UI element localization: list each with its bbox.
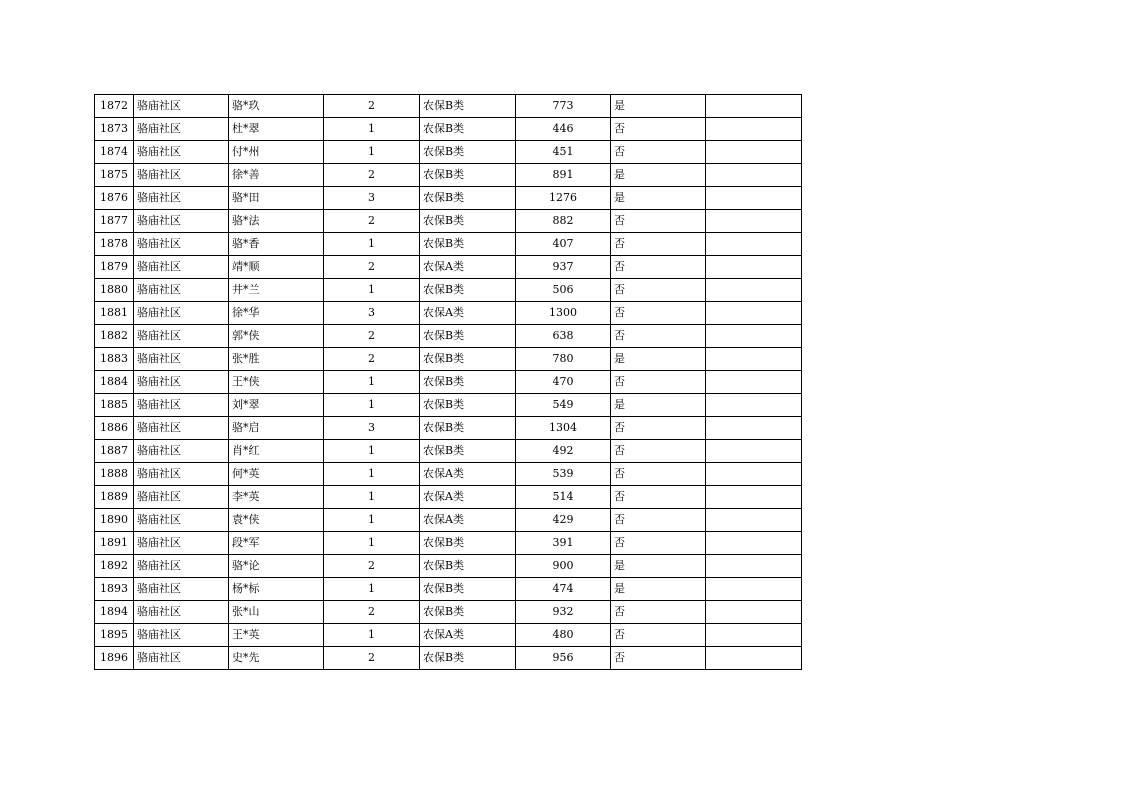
flag-cell: 否 (611, 302, 706, 325)
table-row (95, 256, 802, 279)
flag-cell: 否 (611, 440, 706, 463)
name-cell: 徐*华 (229, 302, 324, 325)
note-cell (706, 555, 802, 578)
flag-cell: 否 (611, 509, 706, 532)
community-cell: 骆庙社区 (134, 371, 229, 394)
note-cell (706, 578, 802, 601)
amount-cell: 446 (516, 118, 611, 141)
table-row (95, 578, 802, 601)
row-number: 1892 (95, 555, 134, 578)
row-number: 1893 (95, 578, 134, 601)
name-cell: 肖*红 (229, 440, 324, 463)
name-cell: 李*英 (229, 486, 324, 509)
name-cell: 张*山 (229, 601, 324, 624)
row-number: 1890 (95, 509, 134, 532)
table-row (95, 187, 802, 210)
row-number: 1886 (95, 417, 134, 440)
table-row (95, 325, 802, 348)
flag-cell: 否 (611, 141, 706, 164)
note-cell (706, 509, 802, 532)
name-cell: 付*州 (229, 141, 324, 164)
community-cell: 骆庙社区 (134, 141, 229, 164)
insurance-type-cell: 农保B类 (420, 417, 516, 440)
household-count-cell: 1 (324, 371, 420, 394)
household-count-cell: 1 (324, 279, 420, 302)
note-cell (706, 417, 802, 440)
note-cell (706, 118, 802, 141)
table-row (95, 95, 802, 118)
amount-cell: 480 (516, 624, 611, 647)
flag-cell: 否 (611, 647, 706, 670)
row-number: 1896 (95, 647, 134, 670)
insurance-type-cell: 农保A类 (420, 624, 516, 647)
table-row (95, 417, 802, 440)
amount-cell: 474 (516, 578, 611, 601)
household-count-cell: 2 (324, 325, 420, 348)
amount-cell: 1304 (516, 417, 611, 440)
name-cell: 骆*法 (229, 210, 324, 233)
community-cell: 骆庙社区 (134, 555, 229, 578)
amount-cell: 1300 (516, 302, 611, 325)
flag-cell: 否 (611, 532, 706, 555)
community-cell: 骆庙社区 (134, 256, 229, 279)
name-cell: 何*英 (229, 463, 324, 486)
table-row (95, 233, 802, 256)
table-row (95, 394, 802, 417)
community-cell: 骆庙社区 (134, 486, 229, 509)
flag-cell: 否 (611, 624, 706, 647)
name-cell: 刘*翠 (229, 394, 324, 417)
flag-cell: 否 (611, 463, 706, 486)
community-cell: 骆庙社区 (134, 210, 229, 233)
name-cell: 徐*善 (229, 164, 324, 187)
insurance-type-cell: 农保B类 (420, 440, 516, 463)
amount-cell: 956 (516, 647, 611, 670)
household-count-cell: 1 (324, 440, 420, 463)
table-row (95, 555, 802, 578)
name-cell: 王*侠 (229, 371, 324, 394)
note-cell (706, 394, 802, 417)
household-count-cell: 1 (324, 532, 420, 555)
row-number: 1881 (95, 302, 134, 325)
table-row (95, 302, 802, 325)
flag-cell: 否 (611, 417, 706, 440)
community-cell: 骆庙社区 (134, 233, 229, 256)
table-row (95, 532, 802, 555)
community-cell: 骆庙社区 (134, 95, 229, 118)
flag-cell: 是 (611, 555, 706, 578)
row-number: 1894 (95, 601, 134, 624)
row-number: 1880 (95, 279, 134, 302)
row-number: 1889 (95, 486, 134, 509)
note-cell (706, 141, 802, 164)
community-cell: 骆庙社区 (134, 509, 229, 532)
household-count-cell: 1 (324, 394, 420, 417)
flag-cell: 否 (611, 210, 706, 233)
amount-cell: 549 (516, 394, 611, 417)
name-cell: 井*兰 (229, 279, 324, 302)
amount-cell: 1276 (516, 187, 611, 210)
amount-cell: 891 (516, 164, 611, 187)
insurance-type-cell: 农保B类 (420, 233, 516, 256)
row-number: 1872 (95, 95, 134, 118)
note-cell (706, 348, 802, 371)
household-count-cell: 1 (324, 624, 420, 647)
household-count-cell: 3 (324, 302, 420, 325)
insurance-type-cell: 农保A类 (420, 486, 516, 509)
insurance-type-cell: 农保B类 (420, 279, 516, 302)
insurance-type-cell: 农保B类 (420, 348, 516, 371)
amount-cell: 429 (516, 509, 611, 532)
name-cell: 骆*玖 (229, 95, 324, 118)
amount-cell: 882 (516, 210, 611, 233)
flag-cell: 否 (611, 486, 706, 509)
note-cell (706, 624, 802, 647)
household-count-cell: 3 (324, 187, 420, 210)
flag-cell: 否 (611, 256, 706, 279)
insurance-type-cell: 农保B类 (420, 394, 516, 417)
insurance-type-cell: 农保B类 (420, 210, 516, 233)
insurance-type-cell: 农保A类 (420, 302, 516, 325)
insurance-type-cell: 农保B类 (420, 187, 516, 210)
row-number: 1891 (95, 532, 134, 555)
table-row (95, 647, 802, 670)
row-number: 1879 (95, 256, 134, 279)
flag-cell: 否 (611, 601, 706, 624)
flag-cell: 是 (611, 164, 706, 187)
data-table (94, 94, 802, 670)
amount-cell: 932 (516, 601, 611, 624)
amount-cell: 470 (516, 371, 611, 394)
flag-cell: 是 (611, 187, 706, 210)
amount-cell: 506 (516, 279, 611, 302)
amount-cell: 539 (516, 463, 611, 486)
flag-cell: 是 (611, 578, 706, 601)
household-count-cell: 2 (324, 348, 420, 371)
note-cell (706, 601, 802, 624)
household-count-cell: 2 (324, 555, 420, 578)
table-row (95, 118, 802, 141)
community-cell: 骆庙社区 (134, 532, 229, 555)
community-cell: 骆庙社区 (134, 417, 229, 440)
row-number: 1895 (95, 624, 134, 647)
household-count-cell: 2 (324, 647, 420, 670)
household-count-cell: 1 (324, 463, 420, 486)
note-cell (706, 532, 802, 555)
insurance-type-cell: 农保B类 (420, 95, 516, 118)
insurance-type-cell: 农保B类 (420, 325, 516, 348)
name-cell: 杨*标 (229, 578, 324, 601)
household-count-cell: 2 (324, 164, 420, 187)
amount-cell: 780 (516, 348, 611, 371)
insurance-type-cell: 农保A类 (420, 256, 516, 279)
table-row (95, 509, 802, 532)
community-cell: 骆庙社区 (134, 624, 229, 647)
insurance-type-cell: 农保B类 (420, 555, 516, 578)
insurance-type-cell: 农保B类 (420, 164, 516, 187)
insurance-type-cell: 农保B类 (420, 532, 516, 555)
row-number: 1873 (95, 118, 134, 141)
table-row (95, 624, 802, 647)
household-count-cell: 1 (324, 233, 420, 256)
insurance-type-cell: 农保A类 (420, 509, 516, 532)
amount-cell: 514 (516, 486, 611, 509)
table-row (95, 486, 802, 509)
insurance-type-cell: 农保B类 (420, 118, 516, 141)
amount-cell: 773 (516, 95, 611, 118)
table-row (95, 279, 802, 302)
note-cell (706, 302, 802, 325)
table-row (95, 463, 802, 486)
insurance-type-cell: 农保A类 (420, 463, 516, 486)
note-cell (706, 279, 802, 302)
table-row (95, 601, 802, 624)
community-cell: 骆庙社区 (134, 187, 229, 210)
insurance-type-cell: 农保B类 (420, 578, 516, 601)
household-count-cell: 2 (324, 95, 420, 118)
flag-cell: 否 (611, 233, 706, 256)
household-count-cell: 1 (324, 141, 420, 164)
name-cell: 骆*香 (229, 233, 324, 256)
household-count-cell: 2 (324, 210, 420, 233)
flag-cell: 是 (611, 95, 706, 118)
community-cell: 骆庙社区 (134, 164, 229, 187)
community-cell: 骆庙社区 (134, 302, 229, 325)
community-cell: 骆庙社区 (134, 647, 229, 670)
note-cell (706, 371, 802, 394)
amount-cell: 407 (516, 233, 611, 256)
amount-cell: 391 (516, 532, 611, 555)
table-body (95, 95, 802, 670)
amount-cell: 638 (516, 325, 611, 348)
community-cell: 骆庙社区 (134, 440, 229, 463)
insurance-type-cell: 农保B类 (420, 601, 516, 624)
row-number: 1885 (95, 394, 134, 417)
row-number: 1887 (95, 440, 134, 463)
row-number: 1878 (95, 233, 134, 256)
note-cell (706, 164, 802, 187)
row-number: 1888 (95, 463, 134, 486)
flag-cell: 否 (611, 118, 706, 141)
table-row (95, 141, 802, 164)
household-count-cell: 2 (324, 601, 420, 624)
community-cell: 骆庙社区 (134, 325, 229, 348)
row-number: 1883 (95, 348, 134, 371)
table-row (95, 210, 802, 233)
community-cell: 骆庙社区 (134, 279, 229, 302)
flag-cell: 是 (611, 394, 706, 417)
name-cell: 骆*论 (229, 555, 324, 578)
amount-cell: 900 (516, 555, 611, 578)
community-cell: 骆庙社区 (134, 601, 229, 624)
amount-cell: 451 (516, 141, 611, 164)
flag-cell: 否 (611, 325, 706, 348)
household-count-cell: 1 (324, 578, 420, 601)
name-cell: 杜*翠 (229, 118, 324, 141)
table-row (95, 440, 802, 463)
community-cell: 骆庙社区 (134, 348, 229, 371)
flag-cell: 是 (611, 348, 706, 371)
household-count-cell: 2 (324, 256, 420, 279)
note-cell (706, 647, 802, 670)
insurance-type-cell: 农保B类 (420, 371, 516, 394)
note-cell (706, 233, 802, 256)
flag-cell: 否 (611, 371, 706, 394)
name-cell: 靖*顺 (229, 256, 324, 279)
name-cell: 骆*启 (229, 417, 324, 440)
insurance-type-cell: 农保B类 (420, 141, 516, 164)
row-number: 1876 (95, 187, 134, 210)
row-number: 1877 (95, 210, 134, 233)
amount-cell: 492 (516, 440, 611, 463)
note-cell (706, 187, 802, 210)
note-cell (706, 486, 802, 509)
note-cell (706, 325, 802, 348)
name-cell: 郭*侠 (229, 325, 324, 348)
household-count-cell: 1 (324, 486, 420, 509)
name-cell: 史*先 (229, 647, 324, 670)
note-cell (706, 95, 802, 118)
row-number: 1884 (95, 371, 134, 394)
row-number: 1882 (95, 325, 134, 348)
table-row (95, 371, 802, 394)
table-row (95, 164, 802, 187)
community-cell: 骆庙社区 (134, 394, 229, 417)
amount-cell: 937 (516, 256, 611, 279)
insurance-type-cell: 农保B类 (420, 647, 516, 670)
row-number: 1874 (95, 141, 134, 164)
table-row (95, 348, 802, 371)
household-count-cell: 3 (324, 417, 420, 440)
note-cell (706, 210, 802, 233)
row-number: 1875 (95, 164, 134, 187)
name-cell: 段*军 (229, 532, 324, 555)
note-cell (706, 440, 802, 463)
name-cell: 袁*侠 (229, 509, 324, 532)
note-cell (706, 256, 802, 279)
name-cell: 张*胜 (229, 348, 324, 371)
flag-cell: 否 (611, 279, 706, 302)
note-cell (706, 463, 802, 486)
household-count-cell: 1 (324, 509, 420, 532)
household-count-cell: 1 (324, 118, 420, 141)
name-cell: 王*英 (229, 624, 324, 647)
name-cell: 骆*田 (229, 187, 324, 210)
community-cell: 骆庙社区 (134, 463, 229, 486)
community-cell: 骆庙社区 (134, 118, 229, 141)
community-cell: 骆庙社区 (134, 578, 229, 601)
